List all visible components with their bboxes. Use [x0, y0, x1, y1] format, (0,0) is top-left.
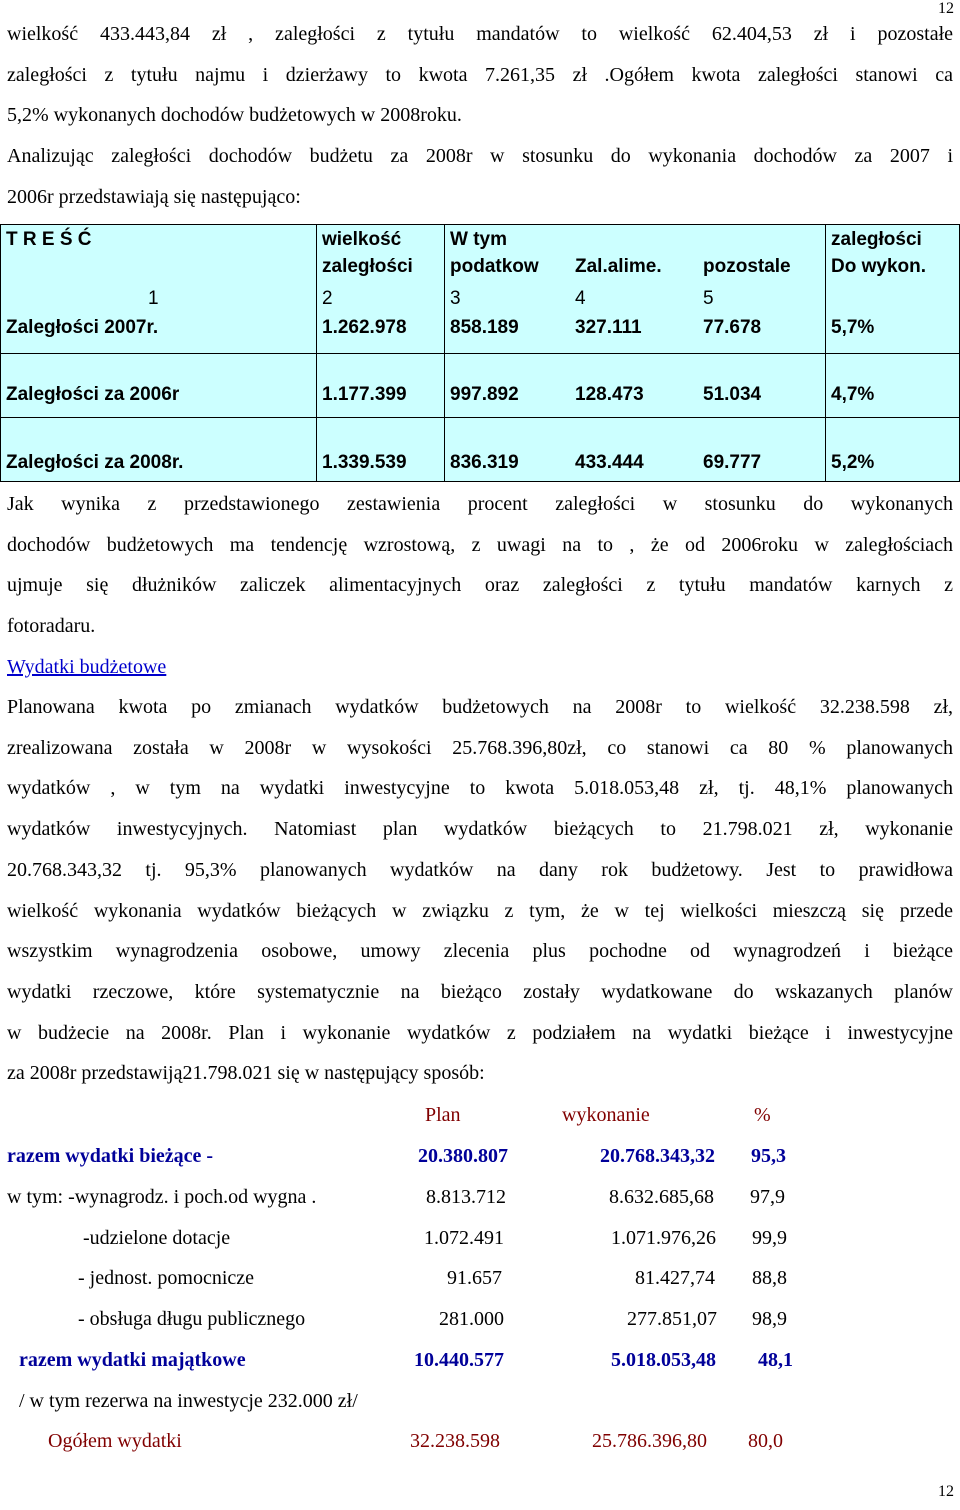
row-wielkosc: 1.262.978: [322, 317, 407, 338]
header-wtym: W tym: [450, 229, 507, 250]
budget-row-procent: 95,3: [751, 1145, 786, 1167]
text-line: zaległości z tytułu najmu i dzierżawy to kwota 7.261,35 zł .Ogółem kwota zaległości stanowi ca: [7, 63, 953, 86]
header-wtym: podatkow: [450, 256, 539, 277]
budget-row-label: Ogółem wydatki: [48, 1430, 182, 1452]
header-zal-wykon: Do wykon.: [831, 256, 927, 277]
row-pozostale: 77.678: [703, 317, 762, 338]
budget-row-procent: 97,9: [750, 1186, 785, 1208]
row-podatkow: 997.892: [450, 384, 519, 405]
intro-paragraph: [7, 14, 953, 218]
arrears-table: [0, 224, 960, 482]
row-wielkosc: 1.339.539: [322, 452, 407, 473]
budget-row-plan: 32.238.598: [410, 1430, 500, 1452]
budget-header-plan: Plan: [425, 1104, 461, 1126]
text-line: wszystkim wynagrodzenia osobowe, umowy zlecenia plus pochodne od wynagrodzeń i bieżące: [7, 940, 953, 963]
column-number: 4: [575, 288, 586, 309]
column-number: 3: [450, 288, 461, 309]
row-label: Zaległości za 2006r: [6, 384, 180, 405]
header-zal-wykon: zaległości: [831, 229, 922, 250]
budget-row-procent: 88,8: [752, 1267, 787, 1289]
budget-row-plan: 281.000: [439, 1308, 504, 1330]
row-alime: 433.444: [575, 452, 644, 473]
budget-row-procent: 99,9: [752, 1227, 787, 1249]
text-line: Planowana kwota po zmianach wydatków budżetowych na 2008r to wielkość 32.238.598 zł,: [7, 696, 953, 718]
budget-row-wykonanie: 5.018.053,48: [611, 1349, 716, 1371]
text-line: 2006r przedstawiają się następująco:: [7, 185, 301, 208]
text-line: Analizując zaległości dochodów budżetu za 2008r w stosunku do wykonania dochodów za 2007 i: [7, 145, 953, 168]
budget-row-label: razem wydatki majątkowe: [19, 1349, 246, 1371]
row-procent: 5,2%: [831, 452, 875, 473]
text-line: dochodów budżetowych ma tendencję wzrostową, z uwagi na to , że od 2006roku w zaległościach: [7, 533, 953, 556]
header-pozostale: pozostale: [703, 256, 791, 277]
budget-row-plan: 10.440.577: [414, 1349, 504, 1371]
budget-row-wykonanie: 81.427,74: [635, 1267, 715, 1289]
row-wielkosc: 1.177.399: [322, 384, 407, 405]
row-alime: 327.111: [575, 317, 642, 338]
budget-row-label: w tym: -wynagrodz. i poch.od wygna .: [7, 1186, 317, 1208]
row-alime: 128.473: [575, 384, 644, 405]
text-line: zrealizowana została w 2008r w wysokości 25.768.396,80zł, co stanowi ca 80 % planowanych: [7, 736, 953, 759]
budget-row-label: -udzielone dotacje: [83, 1227, 231, 1249]
column-number: 5: [703, 288, 714, 309]
budget-row-procent: 98,9: [752, 1308, 787, 1330]
page-number-top: 12: [938, 0, 954, 17]
text-line: wydatki rzeczowe, które systematycznie na bieżąco zostały wydatkowane do wskazanych planów: [7, 980, 953, 1003]
budget-reserve-note: / w tym rezerwa na inwestycje 232.000 zł/: [19, 1390, 358, 1412]
column-number: 1: [148, 288, 159, 309]
header-wielkosc: wielkość: [322, 229, 402, 250]
budget-header-wykonanie: wykonanie: [562, 1104, 650, 1126]
text-line: fotoradaru.: [7, 615, 96, 638]
budget-row-procent: 80,0: [748, 1430, 783, 1452]
budget-row-plan: 8.813.712: [426, 1186, 506, 1208]
budget-row-plan: 20.380.807: [418, 1145, 508, 1167]
text-line: wydatków , w tym na wydatki inwestycyjne to kwota 5.018.053,48 zł, tj. 48,1% planowanych: [7, 777, 953, 800]
budget-row-plan: 1.072.491: [424, 1227, 504, 1249]
text-line: ujmuje się dłużników zaliczek alimentacyjnych oraz zaległości z tytułu mandatów karnych z: [7, 574, 953, 597]
text-line: 5,2% wykonanych dochodów budżetowych w 2008roku.: [7, 104, 462, 127]
header-tresc: T R E Ś Ć: [6, 229, 92, 250]
expenses-paragraph: [7, 687, 953, 1094]
column-number: 2: [322, 288, 333, 309]
budget-row-procent: 48,1: [758, 1349, 793, 1371]
text-line: Jak wynika z przedstawionego zestawienia procent zaległości w stosunku do wykonanych: [7, 493, 953, 515]
text-line: za 2008r przedstawiją21.798.021 się w następujący sposób:: [7, 1062, 485, 1085]
row-procent: 5,7%: [831, 317, 875, 338]
text-line: wielkość wykonania wydatków bieżących w związku z tym, że w tej wielkości mieszczą się przede: [7, 899, 953, 922]
budget-row-label: - jednost. pomocnicze: [78, 1267, 255, 1289]
budget-row-wykonanie: 25.786.396,80: [592, 1430, 707, 1452]
text-line: 20.768.343,32 tj. 95,3% planowanych wydatków na dany rok budżetowy. Jest to prawidłowa: [7, 858, 953, 881]
header-zal-alime: Zal.alime.: [575, 256, 662, 277]
budget-row-plan: 91.657: [447, 1267, 502, 1289]
budget-row-wykonanie: 1.071.976,26: [611, 1227, 716, 1249]
row-label: Zaległości za 2008r.: [6, 452, 184, 473]
budget-header-procent: %: [754, 1104, 771, 1126]
row-podatkow: 836.319: [450, 452, 519, 473]
row-podatkow: 858.189: [450, 317, 519, 338]
text-line: wydatków inwestycyjnych. Natomiast plan wydatków bieżących to 21.798.021 zł, wykonanie: [7, 818, 953, 841]
header-wielkosc: zaległości: [322, 256, 413, 277]
budget-row-wykonanie: 277.851,07: [627, 1308, 717, 1330]
analysis-paragraph: [7, 484, 953, 688]
row-pozostale: 69.777: [703, 452, 762, 473]
budget-row-wykonanie: 20.768.343,32: [600, 1145, 715, 1167]
budget-row-wykonanie: 8.632.685,68: [609, 1186, 714, 1208]
budget-row-label: razem wydatki bieżące -: [7, 1145, 214, 1167]
row-label: Zaległości 2007r.: [6, 317, 159, 338]
section-title-link[interactable]: Wydatki budżetowe: [7, 655, 167, 678]
row-procent: 4,7%: [831, 384, 875, 405]
page-number-bottom: 12: [938, 1483, 954, 1500]
text-line: w budżecie na 2008r. Plan i wykonanie wydatków z podziałem na wydatki bieżące i inwestycyjne: [7, 1021, 953, 1044]
budget-row-label: - obsługa długu publicznego: [78, 1308, 306, 1330]
text-line: wielkość 433.443,84 zł , zaległości z tytułu mandatów to wielkość 62.404,53 zł i pozostałe: [7, 23, 953, 45]
row-pozostale: 51.034: [703, 384, 762, 405]
